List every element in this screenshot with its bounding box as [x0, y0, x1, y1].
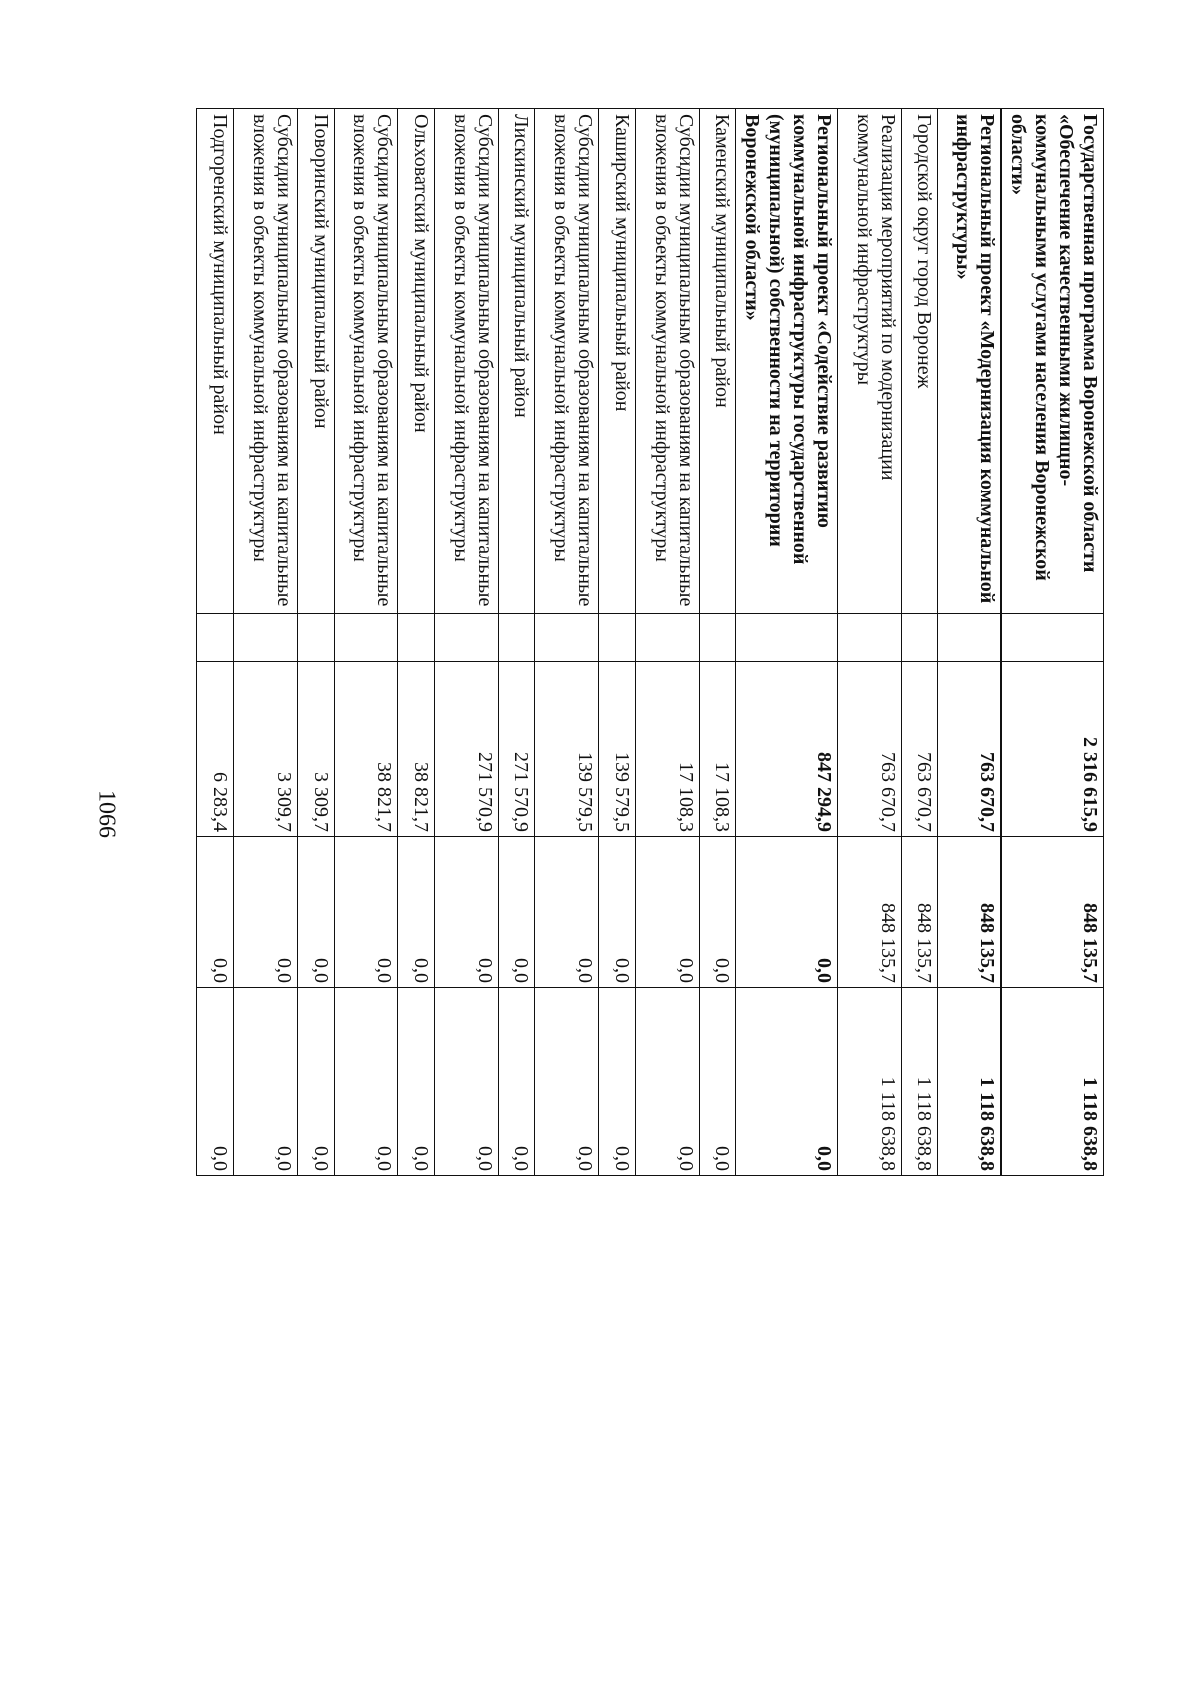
row-value-cell-1: 2 316 615,9 [1001, 662, 1103, 837]
page-number: 1066 [93, 790, 120, 838]
row-value-cell-3: 0,0 [435, 988, 499, 1176]
row-value-cell-3: 0,0 [197, 988, 234, 1176]
row-name-cell: Субсидии муниципальным образованиям на капитальные вложения в объекты коммунальной инфраструктуры [635, 109, 699, 614]
row-name-cell: Подгоренский муниципальный район [197, 109, 234, 614]
row-value-cell-2: 0,0 [297, 837, 334, 988]
row-value-cell-2: 0,0 [635, 837, 699, 988]
row-value-cell-3: 0,0 [334, 988, 398, 1176]
table-row [901, 109, 938, 1176]
row-value-cell-1: 17 108,3 [699, 662, 736, 837]
row-value-cell-3: 0,0 [398, 988, 435, 1176]
row-value-cell-3: 0,0 [297, 988, 334, 1176]
row-value-cell-1: 6 283,4 [197, 662, 234, 837]
row-value-cell-1: 139 579,5 [535, 662, 599, 837]
row-blank-cell [699, 614, 736, 662]
table-row [699, 109, 736, 1176]
table-row [837, 109, 901, 1176]
row-blank-cell [635, 614, 699, 662]
row-value-cell-2: 0,0 [197, 837, 234, 988]
row-value-cell-2: 0,0 [699, 837, 736, 988]
row-value-cell-1: 17 108,3 [635, 662, 699, 837]
row-blank-cell [599, 614, 636, 662]
row-value-cell-3: 0,0 [699, 988, 736, 1176]
row-value-cell-2: 0,0 [435, 837, 499, 988]
row-value-cell-1: 139 579,5 [599, 662, 636, 837]
budget-table [196, 108, 1104, 1176]
row-blank-cell [535, 614, 599, 662]
table-row [635, 109, 699, 1176]
row-blank-cell [901, 614, 938, 662]
row-name-cell: Субсидии муниципальным образованиям на капитальные вложения в объекты коммунальной инфраструктуры [234, 109, 298, 614]
table-row [435, 109, 499, 1176]
row-name-cell: Лискинский муниципальный район [498, 109, 535, 614]
row-blank-cell [398, 614, 435, 662]
row-value-cell-1: 763 670,7 [938, 662, 1002, 837]
row-value-cell-1: 847 294,9 [736, 662, 838, 837]
table-row [599, 109, 636, 1176]
row-value-cell-2: 0,0 [535, 837, 599, 988]
row-blank-cell [938, 614, 1002, 662]
row-name-cell: Субсидии муниципальным образованиям на капитальные вложения в объекты коммунальной инфраструктуры [435, 109, 499, 614]
row-value-cell-1: 3 309,7 [234, 662, 298, 837]
row-name-cell: Поворинский муниципальный район [297, 109, 334, 614]
row-value-cell-3: 0,0 [498, 988, 535, 1176]
table-row [197, 109, 234, 1176]
row-blank-cell [736, 614, 838, 662]
row-value-cell-3: 0,0 [736, 988, 838, 1176]
row-value-cell-1: 271 570,9 [498, 662, 535, 837]
budget-table-container [196, 108, 1104, 1175]
row-value-cell-2: 0,0 [599, 837, 636, 988]
row-name-cell: Каширский муниципальный район [599, 109, 636, 614]
row-blank-cell [297, 614, 334, 662]
row-value-cell-3: 0,0 [635, 988, 699, 1176]
row-name-cell: Субсидии муниципальным образованиям на капитальные вложения в объекты коммунальной инфраструктуры [535, 109, 599, 614]
row-blank-cell [334, 614, 398, 662]
row-name-cell: Ольховатский муниципальный район [398, 109, 435, 614]
row-name-cell: Реализация мероприятий по модернизации коммунальной инфраструктуры [837, 109, 901, 614]
row-value-cell-1: 271 570,9 [435, 662, 499, 837]
table-row [1001, 109, 1103, 1176]
row-value-cell-2: 0,0 [398, 837, 435, 988]
row-name-cell: Городской округ город Воронеж [901, 109, 938, 614]
row-value-cell-2: 0,0 [334, 837, 398, 988]
row-value-cell-2: 0,0 [736, 837, 838, 988]
row-value-cell-3: 1 118 638,8 [938, 988, 1002, 1176]
row-value-cell-3: 1 118 638,8 [1001, 988, 1103, 1176]
row-value-cell-2: 848 135,7 [938, 837, 1002, 988]
row-value-cell-3: 0,0 [599, 988, 636, 1176]
row-value-cell-2: 0,0 [234, 837, 298, 988]
row-value-cell-3: 1 118 638,8 [901, 988, 938, 1176]
table-row [498, 109, 535, 1176]
row-value-cell-1: 763 670,7 [901, 662, 938, 837]
table-row [938, 109, 1002, 1176]
row-value-cell-3: 1 118 638,8 [837, 988, 901, 1176]
table-row [334, 109, 398, 1176]
row-value-cell-2: 0,0 [498, 837, 535, 988]
table-body [197, 109, 1104, 1176]
row-name-cell: Государственная программа Воронежской области «Обеспечение качественными жилищно-коммунальными услугами населения Воронежской области» [1001, 109, 1103, 614]
row-value-cell-2: 848 135,7 [1001, 837, 1103, 988]
table-row [398, 109, 435, 1176]
row-blank-cell [234, 614, 298, 662]
row-blank-cell [435, 614, 499, 662]
row-value-cell-3: 0,0 [234, 988, 298, 1176]
row-value-cell-3: 0,0 [535, 988, 599, 1176]
row-blank-cell [197, 614, 234, 662]
row-value-cell-2: 848 135,7 [901, 837, 938, 988]
row-blank-cell [498, 614, 535, 662]
row-value-cell-1: 38 821,7 [398, 662, 435, 837]
row-name-cell: Региональный проект «Содействие развитию коммунальной инфраструктуры государственной (муниципальной) собственности на территории Воронежской области» [736, 109, 838, 614]
row-blank-cell [837, 614, 901, 662]
table-row [736, 109, 838, 1176]
table-row [234, 109, 298, 1176]
table-row [535, 109, 599, 1176]
row-value-cell-1: 38 821,7 [334, 662, 398, 837]
row-blank-cell [1001, 614, 1103, 662]
row-value-cell-1: 763 670,7 [837, 662, 901, 837]
row-name-cell: Региональный проект «Модернизация коммунальной инфраструктуры» [938, 109, 1002, 614]
table-row [297, 109, 334, 1176]
row-name-cell: Субсидии муниципальным образованиям на капитальные вложения в объекты коммунальной инфраструктуры [334, 109, 398, 614]
row-value-cell-1: 3 309,7 [297, 662, 334, 837]
row-name-cell: Каменский муниципальный район [699, 109, 736, 614]
row-value-cell-2: 848 135,7 [837, 837, 901, 988]
